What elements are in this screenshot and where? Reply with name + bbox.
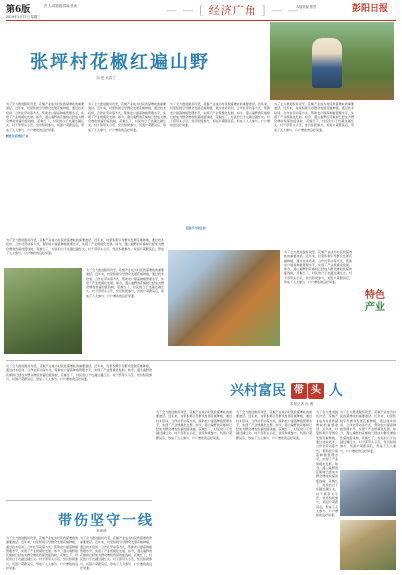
article1-title: 张坪村花椒红遍山野: [30, 52, 210, 73]
photo-pepper-field: [4, 268, 82, 354]
photo-person-figure: [312, 38, 342, 88]
section-divider: [6, 360, 396, 361]
article1-col7: 为了全力推进脱贫攻坚，花椒产业成为村民致富增收的重要途径。近年来，村里积极引导群众发展花椒种植，通过技术培训、合作社带动等方式，帮助农户提高种植管理水平，实现了产业规模化发展。如今，漫山遍野的花椒树已经成为群众增收致富的摇钱树，花椒红了，村民的日子也越过越红火。村干部带头示范，党员积极参与，贫困户紧跟其后，形成了人人参与、户户增收的良好局面。: [284, 250, 352, 285]
header-rule: [6, 20, 396, 21]
article3-title: 带伤坚守一线: [58, 513, 154, 529]
article1-col4: 为了全力推进脱贫攻坚，花椒产业成为村民致富增收的重要途径。近年来，村里积极引导群众发展花椒种植，通过技术培训、合作社带动等方式，帮助农户提高种植管理水平，实现了产业规模化发展。如今，漫山遍野的花椒树已经成为群众增收致富的摇钱树，花椒红了，村民的日子也越过越红火。村干部带头示范，党员积极参与，贫困户紧跟其后，形成了人人参与、户户增收的良好局面。: [274, 102, 354, 132]
article1-col3: 为了全力推进脱贫攻坚，花椒产业成为村民致富增收的重要途径。近年来，村里积极引导群众发展花椒种植，通过技术培训、合作社带动等方式，帮助农户提高种植管理水平，实现了产业规模化发展。如今，漫山遍野的花椒树已经成为群众增收致富的摇钱树，花椒红了，村民的日子也越过越红火。村干部带头示范，党员积极参与，贫困户紧跟其后，形成了人人参与、户户增收的良好局面。: [170, 102, 270, 128]
article1-subhead-1: 精准扶贫增收产业: [6, 134, 29, 138]
article1-byline: 刘 建 吴春宁: [96, 76, 116, 80]
photo-village-scene: [340, 520, 396, 570]
article3-col2: 为了全力推进脱贫攻坚，花椒产业成为村民致富增收的重要途径。近年来，村里积极引导群众发展花椒种植，通过技术培训、合作社带动等方式，帮助农户提高种植管理水平，实现了产业规模化发展。如今，漫山遍野的花椒树已经成为群众增收致富的摇钱树，花椒红了，村民的日子也越过越红火。村干部带头示范，党员积极参与，贫困户紧跟其后，形成了人人参与、户户增收的良好局面。: [80, 536, 152, 571]
page-number: 第6版: [6, 5, 31, 15]
editor-credits: 责 人:陈建超 排编 张雨: [44, 4, 77, 8]
article2-title: [230, 380, 343, 400]
side-label-line1: 特色: [365, 290, 385, 301]
article3-divider: [6, 500, 152, 501]
side-label-line2: 产业: [365, 302, 385, 313]
article2-col2: 为了全力推进脱贫攻坚，花椒产业成为村民致富增收的重要途径。近年来，村里积极引导群众发展花椒种植，通过技术培训、合作社带动等方式，帮助农户提高种植管理水平，实现了产业规模化发展。如今，漫山遍野的花椒树已经成为群众增收致富的摇钱树，花椒红了，村民的日子也越过越红火。村干部带头示范，党员积极参与，贫困户紧跟其后，形成了人人参与、户户增收的良好局面。: [236, 410, 312, 440]
badge-dai: 带: [291, 383, 307, 399]
section-name: 经济广角: [208, 4, 257, 17]
section-title: — — [ 经济广角 ] — —: [166, 4, 300, 17]
badge-tou: 头: [308, 383, 324, 399]
article2-col3: 为了全力推进脱贫攻坚，花椒产业成为村民致富增收的重要途径。近年来，村里积极引导群众发展花椒种植，通过技术培训、合作社带动等方式，帮助农户提高种植管理水平，实现了产业规模化发展。如今，漫山遍野的花椒树已经成为群众增收致富的摇钱树，花椒红了，村民的日子也越过越红火。村干部带头示范，党员积极参与，贫困户紧跟其后，形成了人人参与、户户增收的良好局面。: [316, 410, 338, 518]
article2-title-end: 人: [328, 383, 343, 399]
photo-pepper-drying: [168, 250, 280, 346]
article3-lead-col: 为了全力推进脱贫攻坚，花椒产业成为村民致富增收的重要途径。近年来，村里积极引导群众发展花椒种植，通过技术培训、合作社带动等方式，帮助农户提高种植管理水平，实现了产业规模化发展。如今，漫山遍野的花椒树已经成为群众增收致富的摇钱树，花椒红了，村民的日子也越过越红火。村干部带头示范，党员积极参与，贫困户紧跟其后，形成了人人参与、户户增收的良好局面。: [6, 364, 152, 381]
article3-byline: 李珍珍: [96, 529, 107, 533]
side-label-tese: [356, 290, 394, 314]
article1-col2: 为了全力推进脱贫攻坚，花椒产业成为村民致富增收的重要途径。近年来，村里积极引导群众发展花椒种植，通过技术培训、合作社带动等方式，帮助农户提高种植管理水平，实现了产业规模化发展。如今，漫山遍野的花椒树已经成为群众增收致富的摇钱树，花椒红了，村民的日子也越过越红火。村干部带头示范，党员积极参与，贫困户紧跟其后，形成了人人参与、户户增收的良好局面。: [88, 102, 166, 132]
article2-col4: 为了全力推进脱贫攻坚，花椒产业成为村民致富增收的重要途径。近年来，村里积极引导群众发展花椒种植，通过技术培训、合作社带动等方式，帮助农户提高种植管理水平，实现了产业规模化发展。如今，漫山遍野的花椒树已经成为群众增收致富的摇钱树，花椒红了，村民的日子也越过越红火。村干部带头示范，党员积极参与，贫困户紧跟其后，形成了人人参与、户户增收的良好局面。: [340, 410, 396, 453]
article3-col1: 为了全力推进脱贫攻坚，花椒产业成为村民致富增收的重要途径。近年来，村里积极引导群众发展花椒种植，通过技术培训、合作社带动等方式，帮助农户提高种植管理水平，实现了产业规模化发展。如今，漫山遍野的花椒树已经成为群众增收致富的摇钱树，花椒红了，村民的日子也越过越红火。村干部带头示范，党员积极参与，贫困户紧跟其后，形成了人人参与、户户增收的良好局面。: [6, 536, 78, 571]
newspaper-logo: 彭阳日报: [352, 4, 389, 14]
issue-date: 2019年1月17日 星期三: [6, 15, 41, 19]
header-right-info: 本版责编 焦然: [296, 5, 317, 9]
article1-subhead-2: 搭建平台助发展: [186, 226, 206, 230]
article2-title-text: 兴村富民: [230, 383, 286, 399]
article2-byline: 本报记者 孙 俊: [290, 402, 314, 406]
article1-col6: 为了全力推进脱贫攻坚，花椒产业成为村民致富增收的重要途径。近年来，村里积极引导群众发展花椒种植，通过技术培训、合作社带动等方式，帮助农户提高种植管理水平，实现了产业规模化发展。如今，漫山遍野的花椒树已经成为群众增收致富的摇钱树，花椒红了，村民的日子也越过越红火。村干部带头示范，党员积极参与，贫困户紧跟其后，形成了人人参与、户户增收的良好局面。: [86, 268, 164, 298]
article2-col1: 为了全力推进脱贫攻坚，花椒产业成为村民致富增收的重要途径。近年来，村里积极引导群众发展花椒种植，通过技术培训、合作社带动等方式，帮助农户提高种植管理水平，实现了产业规模化发展。如今，漫山遍野的花椒树已经成为群众增收致富的摇钱树，花椒红了，村民的日子也越过越红火。村干部带头示范，党员积极参与，贫困户紧跟其后，形成了人人参与、户户增收的良好局面。: [156, 410, 232, 440]
article1-col5: 为了全力推进脱贫攻坚，花椒产业成为村民致富增收的重要途径。近年来，村里积极引导群众发展花椒种植，通过技术培训、合作社带动等方式，帮助农户提高种植管理水平，实现了产业规模化发展。如今，漫山遍野的花椒树已经成为群众增收致富的摇钱树，花椒红了，村民的日子也越过越红火。村干部带头示范，党员积极参与，贫困户紧跟其后，形成了人人参与、户户增收的良好局面。: [6, 238, 164, 255]
article1-col1: 为了全力推进脱贫攻坚，花椒产业成为村民致富增收的重要途径。近年来，村里积极引导群众发展花椒种植，通过技术培训、合作社带动等方式，帮助农户提高种植管理水平，实现了产业规模化发展。如今，漫山遍野的花椒树已经成为群众增收致富的摇钱树，花椒红了，村民的日子也越过越红火。村干部带头示范，党员积极参与，贫困户紧跟其后，形成了人人参与、户户增收的良好局面。: [6, 102, 84, 132]
photo-leader-portrait: [340, 470, 396, 516]
